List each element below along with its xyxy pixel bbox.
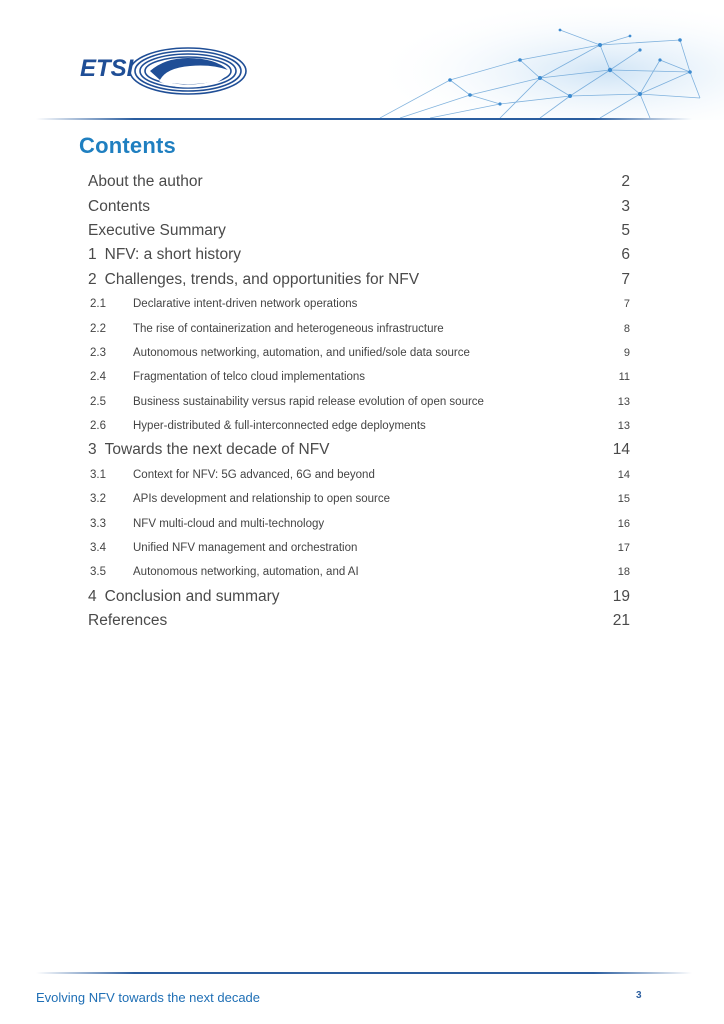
- etsi-logo-text: ETSI: [80, 55, 134, 82]
- page-title: Contents: [79, 133, 176, 158]
- toc-entry[interactable]: [88, 414, 630, 438]
- toc-entry[interactable]: [88, 292, 630, 316]
- toc-entry-page: 7: [623, 298, 630, 311]
- footer-document-title: Evolving NFV towards the next decade: [36, 990, 261, 1005]
- toc-entry-label: Contents: [88, 197, 151, 215]
- toc-entry-page: 3: [621, 197, 630, 215]
- toc-entry-heading: [88, 612, 167, 630]
- toc-entry[interactable]: [88, 438, 630, 462]
- toc-entry-heading: [88, 542, 357, 554]
- toc-entry-label: NFV: a short history: [104, 246, 242, 264]
- toc-entry-heading: [88, 323, 444, 335]
- toc-entry[interactable]: [88, 219, 630, 243]
- toc-entry-heading: [88, 441, 330, 459]
- toc-entry[interactable]: [88, 560, 630, 584]
- toc-entry-page: 19: [612, 587, 630, 605]
- toc-entry-heading: [88, 347, 470, 359]
- toc-entry-label: Executive Summary: [88, 221, 226, 239]
- footer-page-number: 3: [636, 990, 642, 1001]
- toc-entry-number: 2: [88, 270, 97, 288]
- toc-entry-page: 21: [612, 612, 630, 630]
- toc-entry-page: 13: [617, 395, 630, 408]
- toc-entry[interactable]: [88, 268, 630, 292]
- toc-entry-heading: [88, 396, 484, 408]
- toc-entry[interactable]: [88, 243, 630, 267]
- toc-entry-heading: [88, 518, 324, 530]
- toc-entry-page: 5: [621, 221, 630, 239]
- toc-entry-number: 1: [88, 246, 97, 264]
- toc-entry-heading: [88, 298, 357, 310]
- footer-rule: [36, 972, 692, 974]
- toc-entry-label: Autonomous networking, automation, and unified/sole data source: [133, 346, 470, 359]
- toc-entry-number: 3.3: [90, 517, 106, 530]
- toc-entry-page: 11: [618, 371, 630, 384]
- toc-entry-heading: [88, 271, 419, 289]
- toc-entry-heading: [88, 371, 365, 383]
- toc-entry[interactable]: [88, 536, 630, 560]
- toc-entry-label: NFV multi-cloud and multi-technology: [133, 517, 325, 530]
- toc-entry-label: Fragmentation of telco cloud implementations: [133, 371, 366, 384]
- toc-entry[interactable]: [88, 316, 630, 340]
- toc-entry-label: Hyper-distributed & full-interconnected edge deployments: [133, 420, 426, 433]
- toc-entry[interactable]: [88, 487, 630, 511]
- toc-entry-label: Unified NFV management and orchestration: [133, 542, 358, 555]
- toc-entry-heading: [88, 173, 203, 191]
- toc-entry[interactable]: [88, 194, 630, 218]
- toc-entry-heading: [88, 588, 280, 606]
- toc-entry[interactable]: [88, 511, 630, 535]
- network-background: [330, 0, 724, 120]
- page-header: [0, 0, 724, 122]
- toc-entry-label: About the author: [88, 173, 203, 191]
- toc-entry-page: 18: [617, 566, 630, 579]
- toc-entry-number: 4: [88, 587, 97, 605]
- toc-entry-number: 2.1: [90, 298, 106, 311]
- table-of-contents: [88, 170, 630, 633]
- toc-entry[interactable]: [88, 609, 630, 633]
- toc-entry-label: Towards the next decade of NFV: [104, 441, 330, 459]
- etsi-logo: [80, 48, 246, 94]
- toc-entry-page: 8: [623, 322, 630, 335]
- toc-entry-page: 9: [623, 346, 630, 359]
- toc-entry-number: 2.2: [90, 322, 106, 335]
- toc-entry-page: 13: [617, 420, 630, 433]
- toc-entry[interactable]: [88, 341, 630, 365]
- toc-entry-label: Conclusion and summary: [104, 587, 280, 605]
- toc-entry-number: 3.2: [90, 493, 106, 506]
- toc-entry-label: References: [88, 612, 168, 630]
- toc-entry-page: 14: [612, 441, 630, 459]
- toc-entry-label: Context for NFV: 5G advanced, 6G and beyond: [133, 468, 375, 481]
- toc-entry-number: 2.3: [90, 346, 106, 359]
- toc-entry-number: 2.5: [90, 395, 106, 408]
- toc-entry-label: Business sustainability versus rapid release evolution of open source: [133, 395, 484, 408]
- toc-entry-page: 6: [621, 246, 630, 264]
- toc-entry-heading: [88, 246, 241, 264]
- toc-entry-number: 3: [88, 441, 97, 459]
- toc-entry-page: 7: [621, 270, 630, 288]
- toc-entry[interactable]: [88, 585, 630, 609]
- toc-entry-page: 14: [617, 468, 630, 481]
- toc-entry-number: 2.4: [90, 371, 106, 384]
- toc-entry-label: APIs development and relationship to open source: [133, 493, 390, 506]
- toc-entry-label: The rise of containerization and heterogeneous infrastructure: [133, 322, 444, 335]
- header-graphic: [0, 0, 724, 122]
- toc-entry-label: Challenges, trends, and opportunities for NFV: [104, 270, 420, 288]
- toc-entry-page: 15: [617, 493, 630, 506]
- toc-entry-page: 2: [621, 173, 630, 191]
- toc-entry-heading: [88, 493, 390, 505]
- header-rule: [36, 118, 692, 120]
- toc-entry-number: 3.5: [90, 566, 106, 579]
- toc-entry-heading: [88, 469, 375, 481]
- toc-entry-heading: [88, 420, 426, 432]
- toc-entry-number: 3.4: [90, 542, 106, 555]
- toc-entry[interactable]: [88, 365, 630, 389]
- toc-entry-heading: [88, 222, 226, 240]
- toc-entry[interactable]: [88, 170, 630, 194]
- toc-entry-number: 3.1: [90, 468, 106, 481]
- toc-entry-heading: [88, 198, 150, 216]
- toc-entry[interactable]: [88, 390, 630, 414]
- toc-entry-page: 17: [617, 542, 630, 555]
- toc-entry[interactable]: [88, 463, 630, 487]
- toc-entry-heading: [88, 566, 359, 578]
- toc-entry-number: 2.6: [90, 420, 106, 433]
- toc-entry-label: Autonomous networking, automation, and AI: [133, 566, 359, 579]
- toc-entry-page: 16: [617, 517, 630, 530]
- toc-entry-label: Declarative intent-driven network operations: [133, 298, 358, 311]
